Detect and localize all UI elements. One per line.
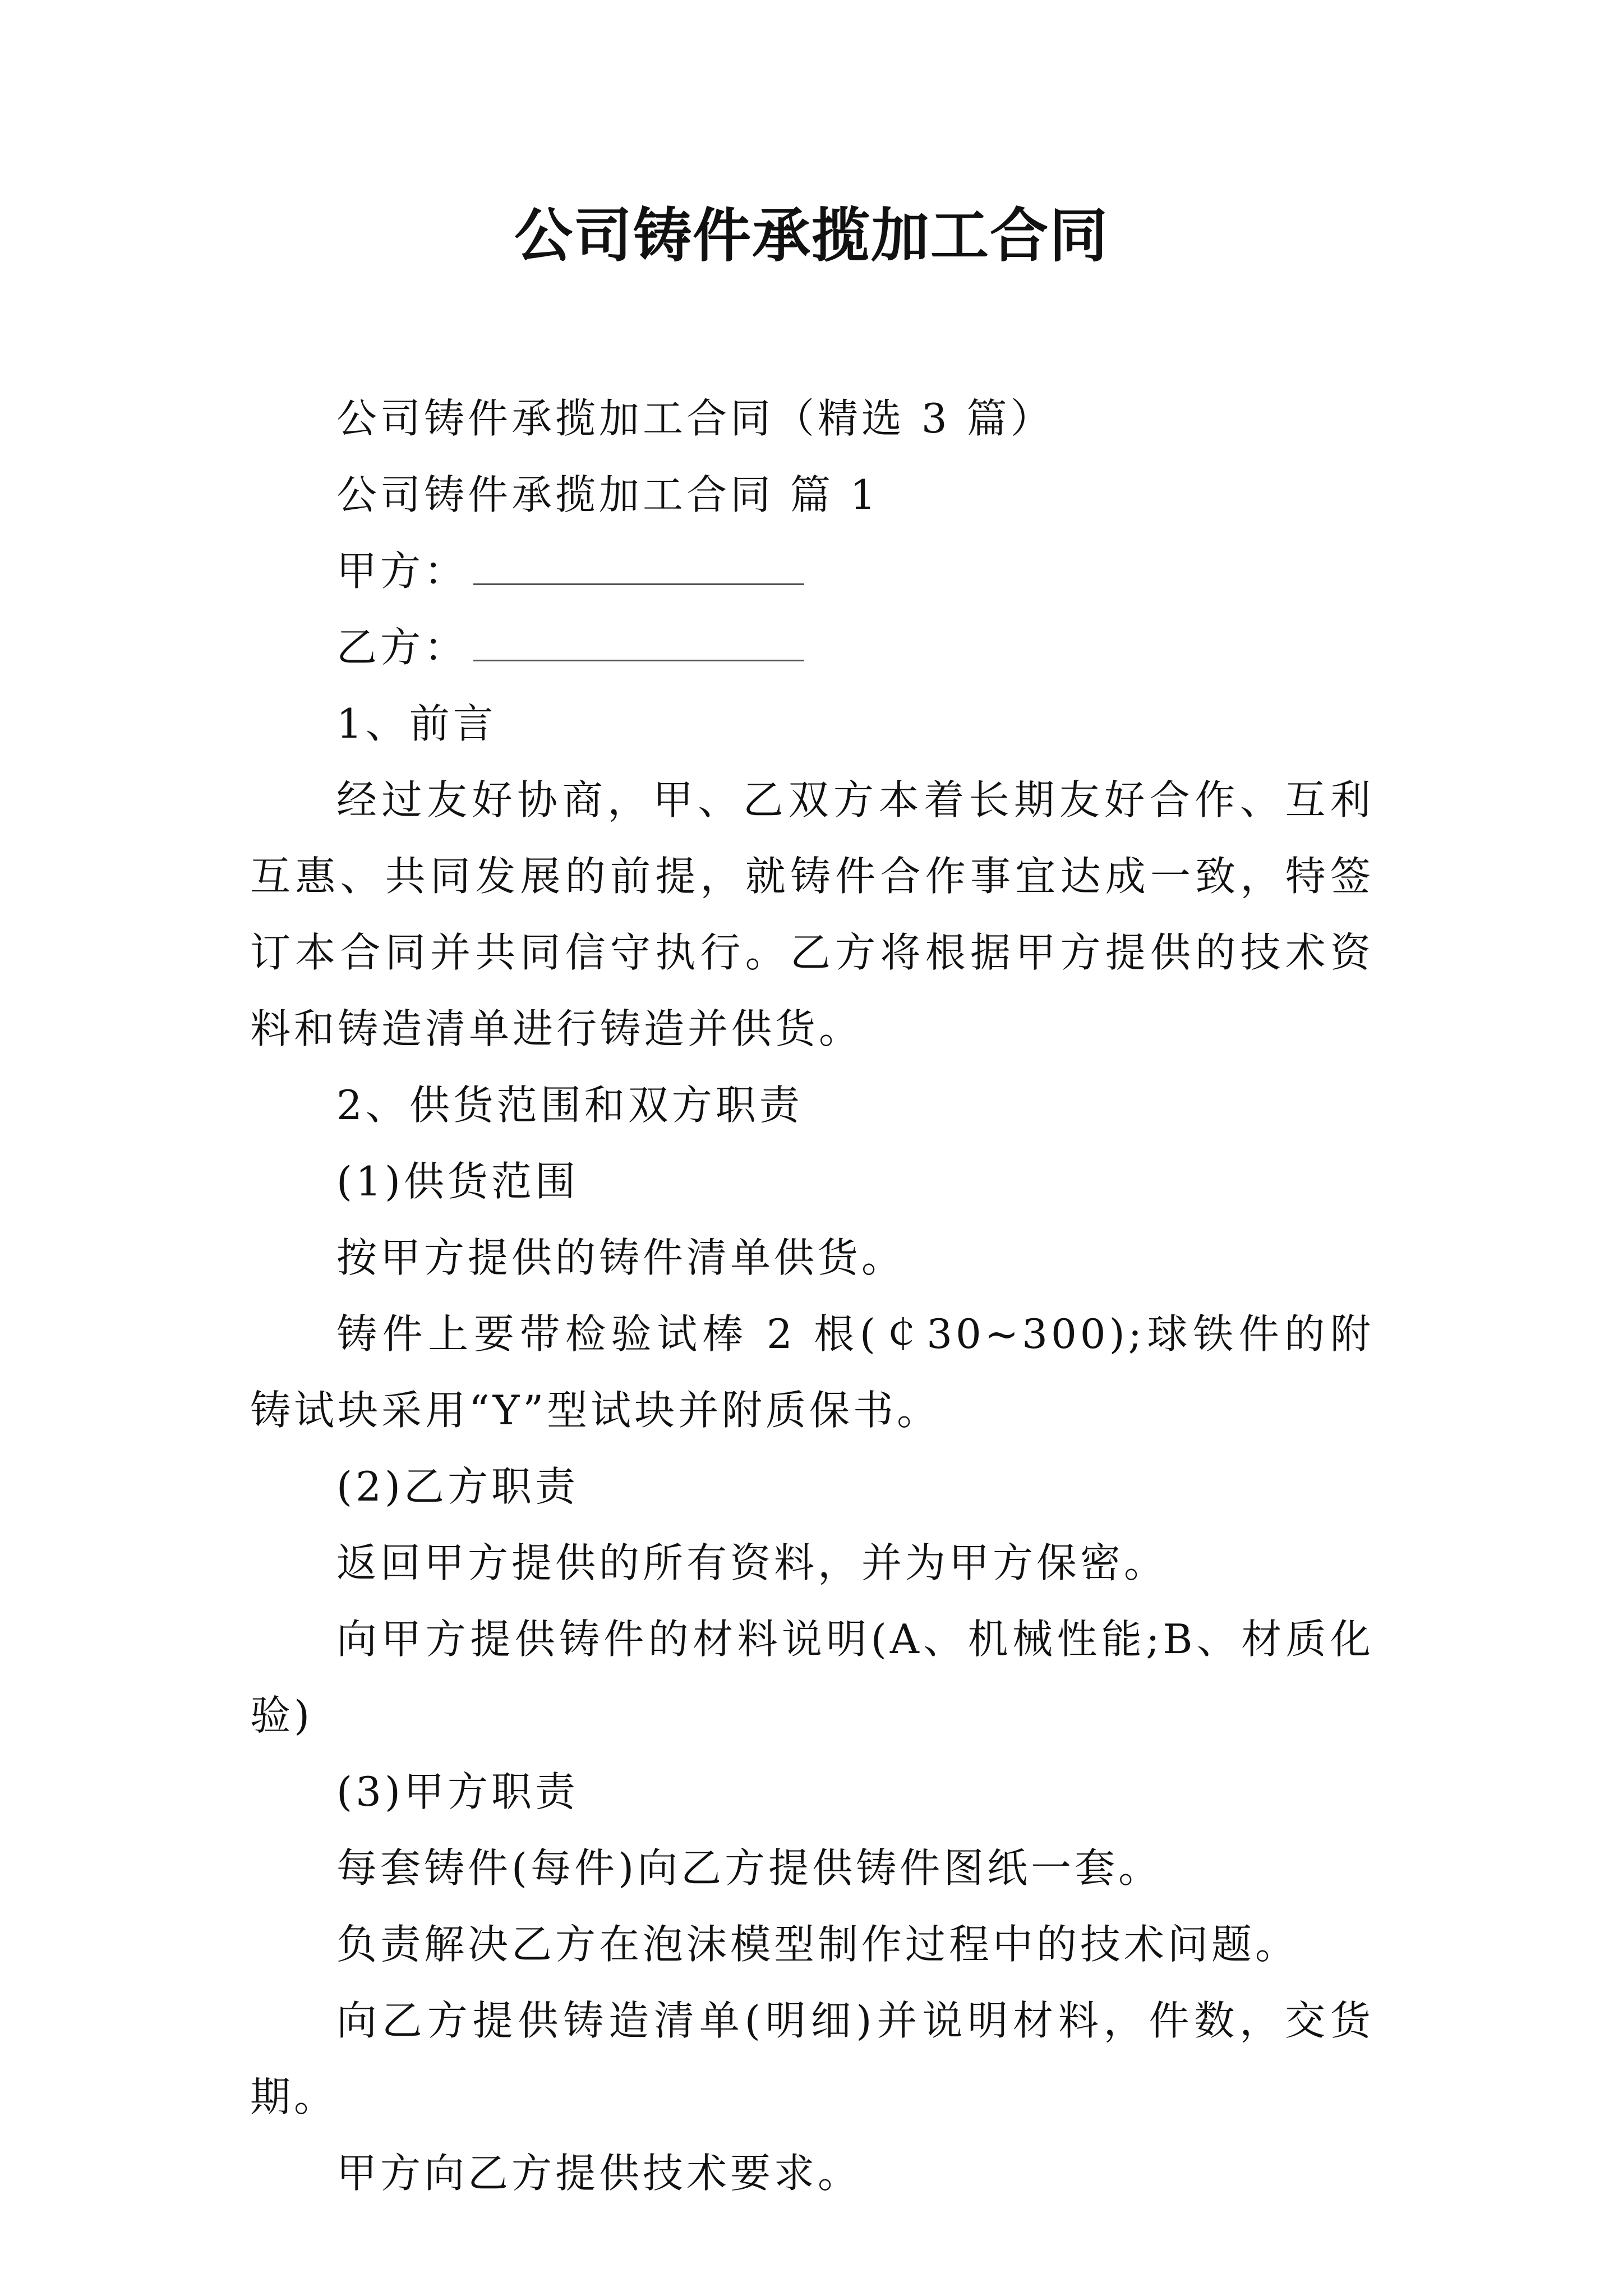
section-2-3-heading: (3)甲方职责	[336, 1768, 579, 1815]
document-title: 公司铸件承揽加工合同	[514, 201, 1109, 270]
party-a-line: 甲方：	[250, 533, 1374, 609]
party-b-blank	[473, 620, 804, 661]
intro-paragraph: 经过友好协商，甲、乙双方本着长期友好合作、互利互惠、共同发展的前提，就铸件合作事宜达成一致，特签订本合同并共同信守执行。乙方将根据甲方提供的技术资料和铸造清单进行铸造并供货。	[250, 776, 1374, 1052]
scope-paragraph-2: 铸件上要带检验试棒 2 根(￠30~300);球铁件的附铸试块采用“Y”型试块并附质保书。	[250, 1310, 1374, 1434]
section-1-heading: 1、前言	[336, 700, 497, 747]
section-2-1-heading: (1)供货范围	[336, 1158, 579, 1205]
party-a-duty-3: 向乙方提供铸造清单(明细)并说明材料，件数，交货期。	[250, 1997, 1374, 2120]
document-body	[250, 380, 1374, 2211]
section-2-heading: 2、供货范围和双方职责	[336, 1082, 803, 1129]
subtitle: 公司铸件承揽加工合同（精选 3 篇）	[336, 395, 1054, 442]
party-b-line: 乙方：	[250, 609, 1374, 685]
party-a-duty-1: 每套铸件(每件)向乙方提供铸件图纸一套。	[336, 1844, 1163, 1892]
party-a-duty-2: 负责解决乙方在泡沫模型制作过程中的技术问题。	[336, 1921, 1299, 1968]
party-b-duty-1: 返回甲方提供的所有资料，并为甲方保密。	[336, 1539, 1168, 1586]
part-heading: 公司铸件承揽加工合同 篇 1	[336, 471, 879, 518]
party-a-duty-4: 甲方向乙方提供技术要求。	[336, 2150, 862, 2197]
section-2-2-heading: (2)乙方职责	[336, 1463, 579, 1510]
scope-paragraph-1: 按甲方提供的铸件清单供货。	[336, 1234, 906, 1281]
party-a-blank	[473, 544, 804, 585]
party-b-duty-2: 向甲方提供铸件的材料说明(A、机械性能;B、材质化验)	[250, 1616, 1374, 1739]
